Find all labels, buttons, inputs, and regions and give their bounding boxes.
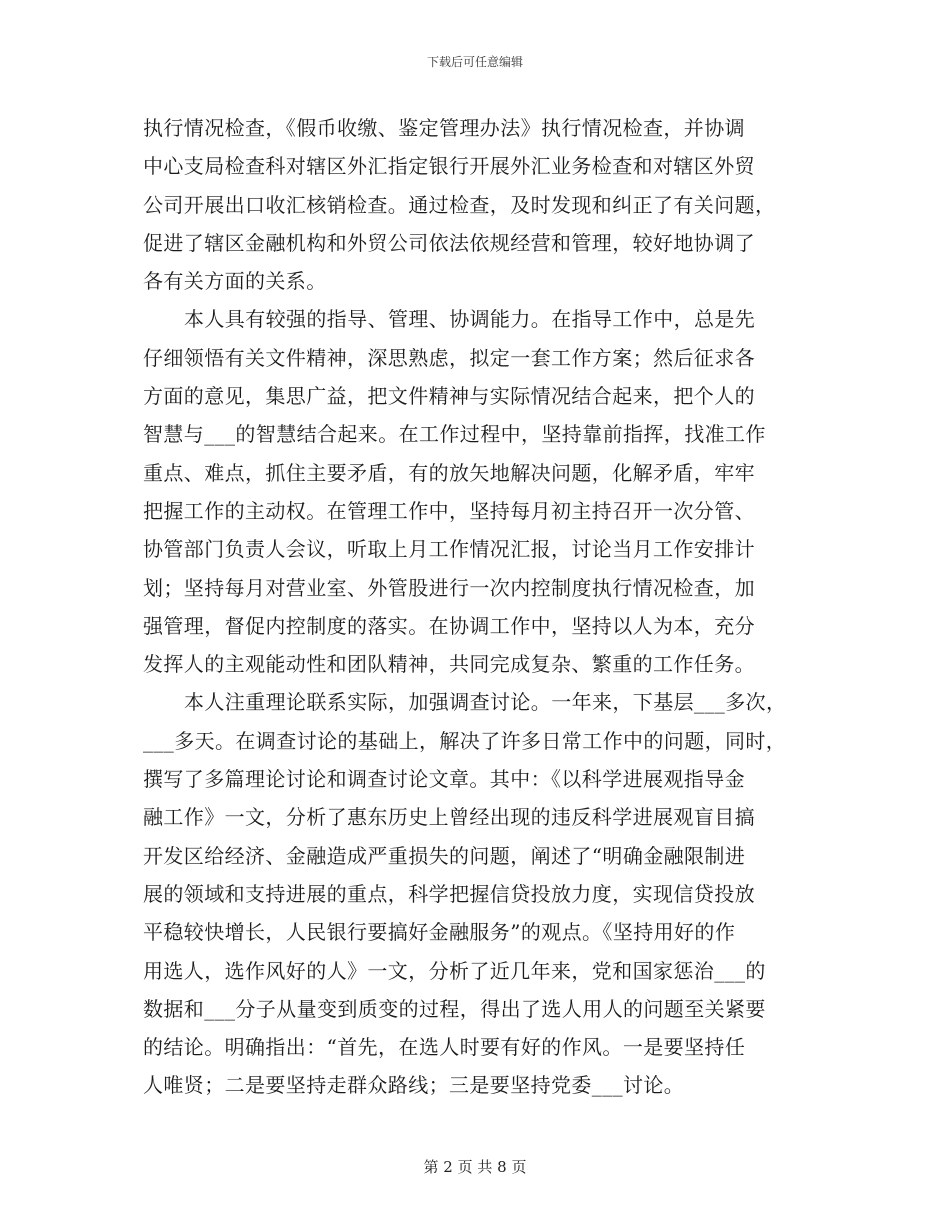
text-line: 各有关方面的关系。 bbox=[143, 269, 327, 294]
text-line: 执行情况检查，《假币收缴、鉴定管理办法》执行情况检查，并协调 bbox=[143, 116, 745, 140]
page-header-note: 下载后可任意编辑 bbox=[426, 55, 523, 69]
text-line: 数据和___分子从量变到质变的过程，得出了选人用人的问题至关紧要 bbox=[143, 996, 766, 1021]
text-line: 强管理，督促内控制度的落实。在协调工作中，坚持以人为本，充分 bbox=[143, 613, 755, 638]
text-line: 中心支局检查科对辖区外汇指定银行开展外汇业务检查和对辖区外贸 bbox=[143, 154, 755, 179]
text-line: 本人具有较强的指导、管理、协调能力。在指导工作中，总是先 bbox=[184, 307, 756, 332]
text-line: 融工作》一文，分析了惠东历史上曾经出现的违反科学进展观盲目搞 bbox=[143, 805, 755, 830]
text-line: 平稳较快增长，人民银行要搞好金融服务”的观点。《坚持用好的作 bbox=[143, 920, 736, 945]
text-line: 协管部门负责人会议，听取上月工作情况汇报，讨论当月工作安排计 bbox=[143, 537, 755, 562]
text-line: 重点、难点，抓住主要矛盾，有的放矢地解决问题，化解矛盾，牢牢 bbox=[143, 460, 755, 485]
text-line: 仔细领悟有关文件精神，深思熟虑，拟定一套工作方案；然后征求各 bbox=[143, 345, 755, 370]
text-line: 发挥人的主观能动性和团队精神，共同完成复杂、繁重的工作任务。 bbox=[143, 652, 755, 677]
paragraph-1 bbox=[143, 109, 813, 300]
text-line: 用选人，选作风好的人》一文，分析了近几年来，党和国家惩治___的 bbox=[143, 958, 766, 983]
text-line: 本人注重理论联系实际，加强调查讨论。一年来，下基层___多次， bbox=[184, 690, 787, 715]
text-line: 划；坚持每月对营业室、外管股进行一次内控制度执行情况检查，加 bbox=[143, 575, 755, 600]
paragraph-2 bbox=[143, 300, 813, 683]
text-line: 展的领域和支持进展的重点，科学把握信贷投放力度，实现信贷投放 bbox=[143, 881, 755, 906]
text-line: 人唯贤；二是要坚持走群众路线；三是要坚持党委___讨论。 bbox=[143, 1073, 685, 1098]
document-body bbox=[143, 109, 813, 1105]
text-line: 促进了辖区金融机构和外贸公司依法依规经营和管理，较好地协调了 bbox=[143, 230, 755, 255]
text-line: 把握工作的主动权。在管理工作中，坚持每月初主持召开一次分管、 bbox=[143, 498, 755, 523]
text-line: 公司开展出口收汇核销检查。通过检查，及时发现和纠正了有关问题， bbox=[143, 192, 776, 217]
text-line: 的结论。明确指出：“首先，在选人时要有好的作风。一是要坚持任 bbox=[143, 1035, 746, 1060]
text-line: 智慧与___的智慧结合起来。在工作过程中，坚持靠前指挥，找准工作 bbox=[143, 422, 766, 447]
paragraph-3 bbox=[143, 683, 813, 1104]
text-line: 开发区给经济、金融造成严重损失的问题，阐述了“明确金融限制进 bbox=[143, 843, 746, 868]
text-line: ___多天。在调查讨论的基础上，解决了许多日常工作中的问题，同时， bbox=[143, 728, 787, 753]
text-line: 撰写了多篇理论讨论和调查讨论文章。其中：《以科学进展观指导金 bbox=[143, 767, 745, 792]
text-line: 方面的意见，集思广益，把文件精神与实际情况结合起来，把个人的 bbox=[143, 384, 755, 409]
page-number-footer: 第 2 页 共 8 页 bbox=[423, 1158, 527, 1176]
